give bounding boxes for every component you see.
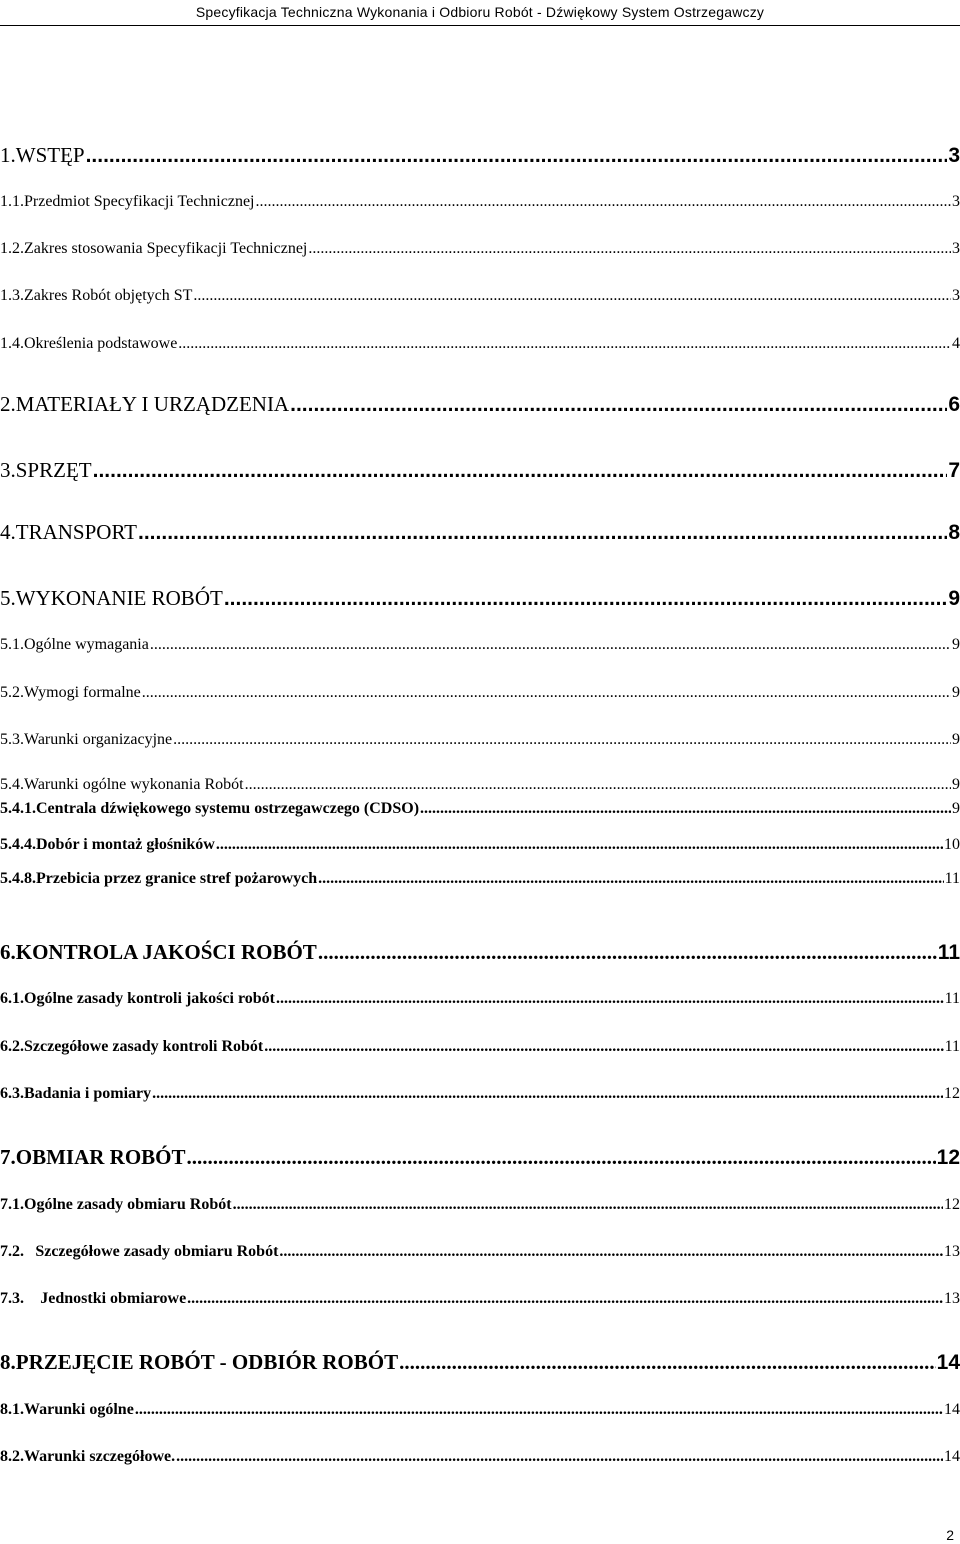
toc-entry-title: Przedmiot Specyfikacji Technicznej — [24, 193, 255, 210]
toc-entry-page: 10 — [944, 836, 960, 853]
toc-leader-dots — [152, 1085, 943, 1103]
toc-entry-title: Ogólne wymagania — [24, 636, 149, 653]
toc-entry[interactable] — [0, 287, 960, 305]
toc-entry[interactable] — [0, 1448, 960, 1466]
toc-entry-title: Określenia podstawowe — [24, 335, 178, 352]
toc-entry-page: 3 — [952, 240, 960, 257]
toc-entry-number: 3. — [0, 458, 16, 482]
toc-entry-page: 9 — [952, 684, 960, 701]
toc-entry-page: 14 — [936, 1351, 960, 1374]
toc-leader-dots — [187, 1290, 943, 1308]
toc-entry-page: 11 — [944, 990, 960, 1007]
toc-entry-page: 13 — [944, 1243, 960, 1260]
toc-entry-title: Warunki ogólne wykonania Robót — [24, 776, 244, 793]
toc-entry-title: TRANSPORT — [15, 520, 138, 544]
toc-leader-dots — [187, 1145, 936, 1170]
toc-entry-page: 11 — [944, 1038, 960, 1055]
toc-entry-page: 12 — [944, 1196, 960, 1213]
toc-entry-page: 14 — [944, 1448, 960, 1465]
toc-entry[interactable] — [0, 1038, 960, 1056]
toc-entry-page: 11 — [937, 941, 960, 964]
toc-leader-dots — [142, 684, 951, 702]
toc-leader-dots — [178, 335, 951, 353]
toc-leader-dots — [420, 800, 951, 818]
toc-leader-dots — [173, 731, 951, 749]
toc-entry-title: Warunki ogólne — [24, 1401, 134, 1418]
toc-leader-dots — [93, 459, 948, 483]
header-title: Specyfikacja Techniczna Wykonania i Odbioru Robót - Dźwiękowy System Ostrzegawczy — [195, 4, 765, 20]
toc-entry-page: 3 — [948, 144, 960, 167]
toc-leader-dots — [216, 836, 943, 854]
toc-entry-number: 6.3. — [0, 1085, 24, 1102]
toc-entry[interactable] — [0, 240, 960, 258]
toc-entry-number: 6.1. — [0, 990, 24, 1007]
toc-entry-title: Warunki organizacyjne — [24, 731, 173, 748]
toc-entry-number: 2. — [0, 392, 16, 416]
toc-entry-number: 5.4. — [0, 776, 24, 793]
toc-entry-number: 7. — [0, 1145, 16, 1169]
toc-entry-number: 7.1. — [0, 1196, 24, 1213]
toc-entry-number: 6.2. — [0, 1038, 24, 1055]
toc-entry[interactable] — [0, 684, 960, 702]
toc-entry-page: 13 — [944, 1290, 960, 1307]
toc-entry-page: 3 — [952, 287, 960, 304]
toc-entry-number: 5.2. — [0, 684, 24, 701]
toc-entry-number: 7.3. — [0, 1290, 24, 1307]
toc-entry-number: 7.2. — [0, 1243, 24, 1260]
toc-entry-page: 11 — [944, 870, 960, 887]
toc-leader-dots — [318, 870, 944, 888]
toc-entry[interactable] — [0, 520, 960, 545]
toc-entry-title: Badania i pomiary — [24, 1085, 152, 1102]
toc-entry-title: WYKONANIE ROBÓT — [15, 586, 223, 610]
toc-entry-number: 5.1. — [0, 636, 24, 653]
running-header — [0, 0, 960, 26]
toc-entry[interactable] — [0, 193, 960, 211]
toc-entry-page: 6 — [948, 393, 960, 416]
toc-entry[interactable] — [0, 392, 960, 417]
toc-entry-number: 5.4.8. — [0, 870, 36, 887]
toc-leader-dots — [290, 393, 947, 417]
toc-entry-number: 1.2. — [0, 240, 24, 257]
toc-leader-dots — [233, 1196, 943, 1214]
toc-entry-page: 12 — [936, 1146, 960, 1169]
toc-leader-dots — [318, 940, 937, 965]
toc-entry-title: WSTĘP — [15, 143, 85, 167]
toc-entry[interactable] — [0, 1085, 960, 1103]
toc-entry-number: 5.3. — [0, 731, 24, 748]
toc-entry-page: 9 — [952, 636, 960, 653]
toc-leader-dots — [176, 1448, 943, 1466]
toc-entry-title: Szczegółowe zasady kontroli Robót — [24, 1038, 264, 1055]
toc-entry-number: 1. — [0, 143, 16, 167]
toc-entry-title: Centrala dźwiękowego systemu ostrzegawczego (CDSO) — [36, 800, 420, 817]
toc-entry-title: MATERIAŁY I URZĄDZENIA — [15, 392, 290, 416]
toc-entry[interactable] — [0, 1350, 960, 1375]
toc-entry-number: 5.4.1. — [0, 800, 36, 817]
toc-entry-title: Ogólne zasady kontroli jakości robót — [24, 990, 275, 1007]
toc-entry[interactable] — [0, 458, 960, 483]
toc-entry-title: SPRZĘT — [15, 458, 92, 482]
toc-entry-number: 8.1. — [0, 1401, 24, 1418]
toc-leader-dots — [276, 990, 944, 1008]
toc-entry-page: 7 — [948, 459, 960, 482]
toc-leader-dots — [308, 240, 951, 258]
toc-leader-dots — [256, 193, 952, 211]
toc-entry-page: 9 — [952, 800, 960, 817]
toc-leader-dots — [245, 776, 951, 794]
toc-entry-page: 9 — [948, 587, 960, 610]
toc-entry-page: 12 — [944, 1085, 960, 1102]
toc-leader-dots — [135, 1401, 943, 1419]
toc-entry-title: Ogólne zasady obmiaru Robót — [24, 1196, 232, 1213]
toc-entry-page: 9 — [952, 731, 960, 748]
toc-entry[interactable] — [0, 1145, 960, 1170]
toc-entry-number: 5.4.4. — [0, 836, 36, 853]
toc-entry-page: 8 — [948, 521, 960, 544]
toc-entry-title: Wymogi formalne — [24, 684, 141, 701]
toc-entry-title: Warunki szczegółowe. — [24, 1448, 176, 1465]
toc-entry-page: 3 — [952, 193, 960, 210]
toc-entry-number: 1.3. — [0, 287, 24, 304]
toc-leader-dots — [150, 636, 951, 654]
toc-entry[interactable] — [0, 636, 960, 654]
toc-entry-page: 4 — [952, 335, 960, 352]
toc-entry-title: OBMIAR ROBÓT — [15, 1145, 186, 1169]
toc-entry[interactable] — [0, 800, 960, 818]
toc-leader-dots — [224, 587, 948, 611]
toc-entry[interactable] — [0, 1243, 960, 1261]
toc-entry[interactable] — [0, 1196, 960, 1214]
toc-entry-title: Zakres stosowania Specyfikacji Technicznej — [24, 240, 308, 257]
toc-entry[interactable] — [0, 940, 960, 965]
toc-entry-number: 5. — [0, 586, 16, 610]
toc-entry-title: Jednostki obmiarowe — [40, 1290, 187, 1307]
toc-entry[interactable] — [0, 990, 960, 1008]
toc-leader-dots — [399, 1350, 936, 1375]
toc-entry-number: 6. — [0, 940, 16, 964]
toc-entry[interactable] — [0, 1401, 960, 1419]
toc-entry[interactable] — [0, 143, 960, 168]
toc-entry-number: 1.1. — [0, 193, 24, 210]
toc-leader-dots — [264, 1038, 943, 1056]
toc-entry[interactable] — [0, 776, 960, 794]
toc-entry-number: 8.2. — [0, 1448, 24, 1465]
toc-entry[interactable] — [0, 1290, 960, 1308]
toc-entry[interactable] — [0, 731, 960, 749]
toc-entry-page: 14 — [944, 1401, 960, 1418]
toc-leader-dots — [279, 1243, 943, 1261]
toc-entry[interactable] — [0, 586, 960, 611]
toc-entry[interactable] — [0, 870, 960, 888]
header-rule — [0, 25, 960, 26]
toc-entry-page: 9 — [952, 776, 960, 793]
page-number: 2 — [946, 1527, 954, 1543]
toc-leader-dots — [86, 144, 948, 168]
toc-entry-number: 8. — [0, 1350, 16, 1374]
toc-entry-title: Zakres Robót objętych ST — [24, 287, 193, 304]
toc-leader-dots — [138, 521, 947, 545]
toc-entry-title: PRZEJĘCIE ROBÓT - ODBIÓR ROBÓT — [15, 1350, 399, 1374]
toc-entry-title: KONTROLA JAKOŚCI ROBÓT — [15, 940, 317, 964]
toc-entry[interactable] — [0, 335, 960, 353]
toc-entry-title: Przebicia przez granice stref pożarowych — [36, 870, 318, 887]
toc-entry-title: Dobór i montaż głośników — [36, 836, 215, 853]
toc-leader-dots — [193, 287, 951, 305]
toc-entry-number: 1.4. — [0, 335, 24, 352]
toc-entry-number: 4. — [0, 520, 16, 544]
toc-entry[interactable] — [0, 836, 960, 854]
toc-entry-title: Szczegółowe zasady obmiaru Robót — [35, 1243, 279, 1260]
